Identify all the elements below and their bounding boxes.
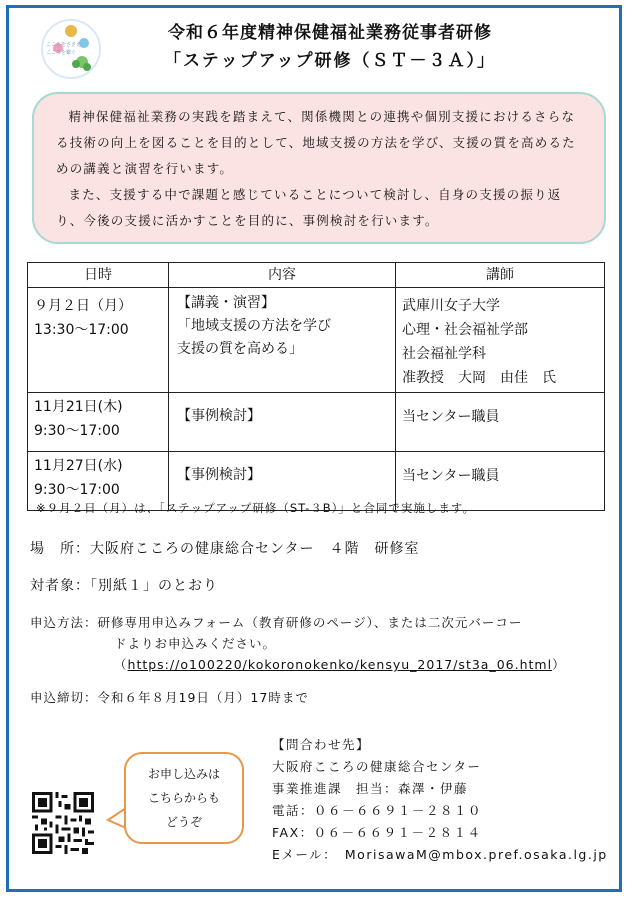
lecturer-cell xyxy=(396,288,605,393)
deadline-label: 申込締切： xyxy=(30,690,98,705)
schedule-table xyxy=(27,262,605,511)
table-row xyxy=(28,288,605,393)
session-theme: 「地域支援の方法を学び xyxy=(177,318,331,334)
intro-paragraph-2: また、支援する中で課題と感じていることについて検討し、自身の支援の振り返り、今後の支援に活かすことを目的に、事例検討を行います。 xyxy=(56,187,562,228)
date-cell xyxy=(28,288,169,393)
content-cell: 【事例検討】 xyxy=(169,452,396,511)
page-title: 令和６年度精神保健福祉業務従事者研修 xyxy=(168,23,492,43)
contact-section xyxy=(272,734,608,866)
deadline-row xyxy=(30,688,309,706)
lecturer-university: 武庫川女子大学 xyxy=(402,298,500,314)
url-paren: （ xyxy=(114,657,128,672)
contact-email[interactable]: Eメール： MorisawaM@mbox.pref.osaka.lg.jp xyxy=(272,847,608,862)
content-cell xyxy=(169,288,396,393)
svg-text:こころを繋ぐ: こころを繋ぐ xyxy=(46,50,77,56)
application-url-link[interactable]: https://o100220/kokoronokenko/kensyu_2017/st3a_06.html xyxy=(127,657,553,672)
contact-section-name: 事業推進課 担当：森澤・伊藤 xyxy=(272,781,469,796)
session-time: 9:30～17:00 xyxy=(34,423,120,439)
schedule-note: ※９月２日（月）は、「ステップアップ研修（ST-３B）」と合同で実施します。 xyxy=(36,501,475,515)
svg-text:こころをささえ: こころをささえ xyxy=(46,42,82,48)
lecturer-faculty: 心理・社会福祉学部 xyxy=(402,322,528,338)
session-date: ９月２日（月） xyxy=(34,298,132,314)
lecturer-department: 社会福祉学科 xyxy=(402,346,486,362)
clover-logo-icon xyxy=(40,18,102,80)
date-cell xyxy=(28,393,169,452)
application-text: ドよりお申込みください。 xyxy=(114,636,277,651)
session-theme: 支援の質を高める」 xyxy=(177,341,303,357)
header-lecturer: 講師 xyxy=(396,263,605,288)
header-date: 日時 xyxy=(28,263,169,288)
intro-paragraph-1: 精神保健福祉業務の実践を踏まえて、関係機関との連携や個別支援におけるさらなる技術の向上を図ることを目的として、地域支援の方法を学び、支援の質を高めるための講義と演習を行います。 xyxy=(56,109,576,176)
url-paren: ） xyxy=(552,657,566,672)
header-content: 内容 xyxy=(169,263,396,288)
deadline-value: 令和６年８月19日（月）17時まで xyxy=(97,690,309,705)
application-text: 研修専用申込みフォーム（教育研修のページ）、または二次元バーコー xyxy=(97,615,523,630)
contact-tel: 電話：０６－６６９１－２８１０ xyxy=(272,803,483,818)
venue-value: 大阪府こころの健康総合センター ４階 研修室 xyxy=(90,541,420,557)
target-value: 「別紙１」のとおり xyxy=(90,578,218,594)
target-row xyxy=(30,575,218,595)
session-date: 11月27日(水) xyxy=(34,458,123,474)
session-date: 11月21日(木) xyxy=(34,399,123,415)
contact-org: 大阪府こころの健康総合センター xyxy=(272,759,482,774)
page-subtitle: 「ステップアップ研修（ＳＴ－３Ａ）」 xyxy=(164,51,496,71)
session-time: 13:30～17:00 xyxy=(34,322,129,338)
contact-heading: 【問合わせ先】 xyxy=(272,737,371,752)
session-type: 【講義・演習】 xyxy=(177,295,275,311)
contact-fax: FAX：０６－６６９１－２８１４ xyxy=(272,825,482,840)
lecturer-cell: 当センター職員 xyxy=(396,452,605,511)
bubble-text: どうぞ xyxy=(165,815,202,829)
session-time: 9:30～17:00 xyxy=(34,482,120,498)
venue-label: 場 所： xyxy=(30,541,90,557)
application-label: 申込方法： xyxy=(30,615,98,630)
table-row xyxy=(28,393,605,452)
intro-box xyxy=(32,92,606,244)
content-cell: 【事例検討】 xyxy=(169,393,396,452)
lecturer-cell: 当センター職員 xyxy=(396,393,605,452)
application-section xyxy=(30,612,566,675)
venue-row xyxy=(30,538,419,558)
lecturer-name: 准教授 大岡 由佳 氏 xyxy=(402,370,556,386)
speech-bubble xyxy=(124,752,244,844)
bubble-text: こちらからも xyxy=(147,791,220,805)
qr-code-icon[interactable] xyxy=(32,792,94,854)
bubble-text: お申し込みは xyxy=(147,767,220,781)
target-label: 対者象： xyxy=(30,578,90,594)
